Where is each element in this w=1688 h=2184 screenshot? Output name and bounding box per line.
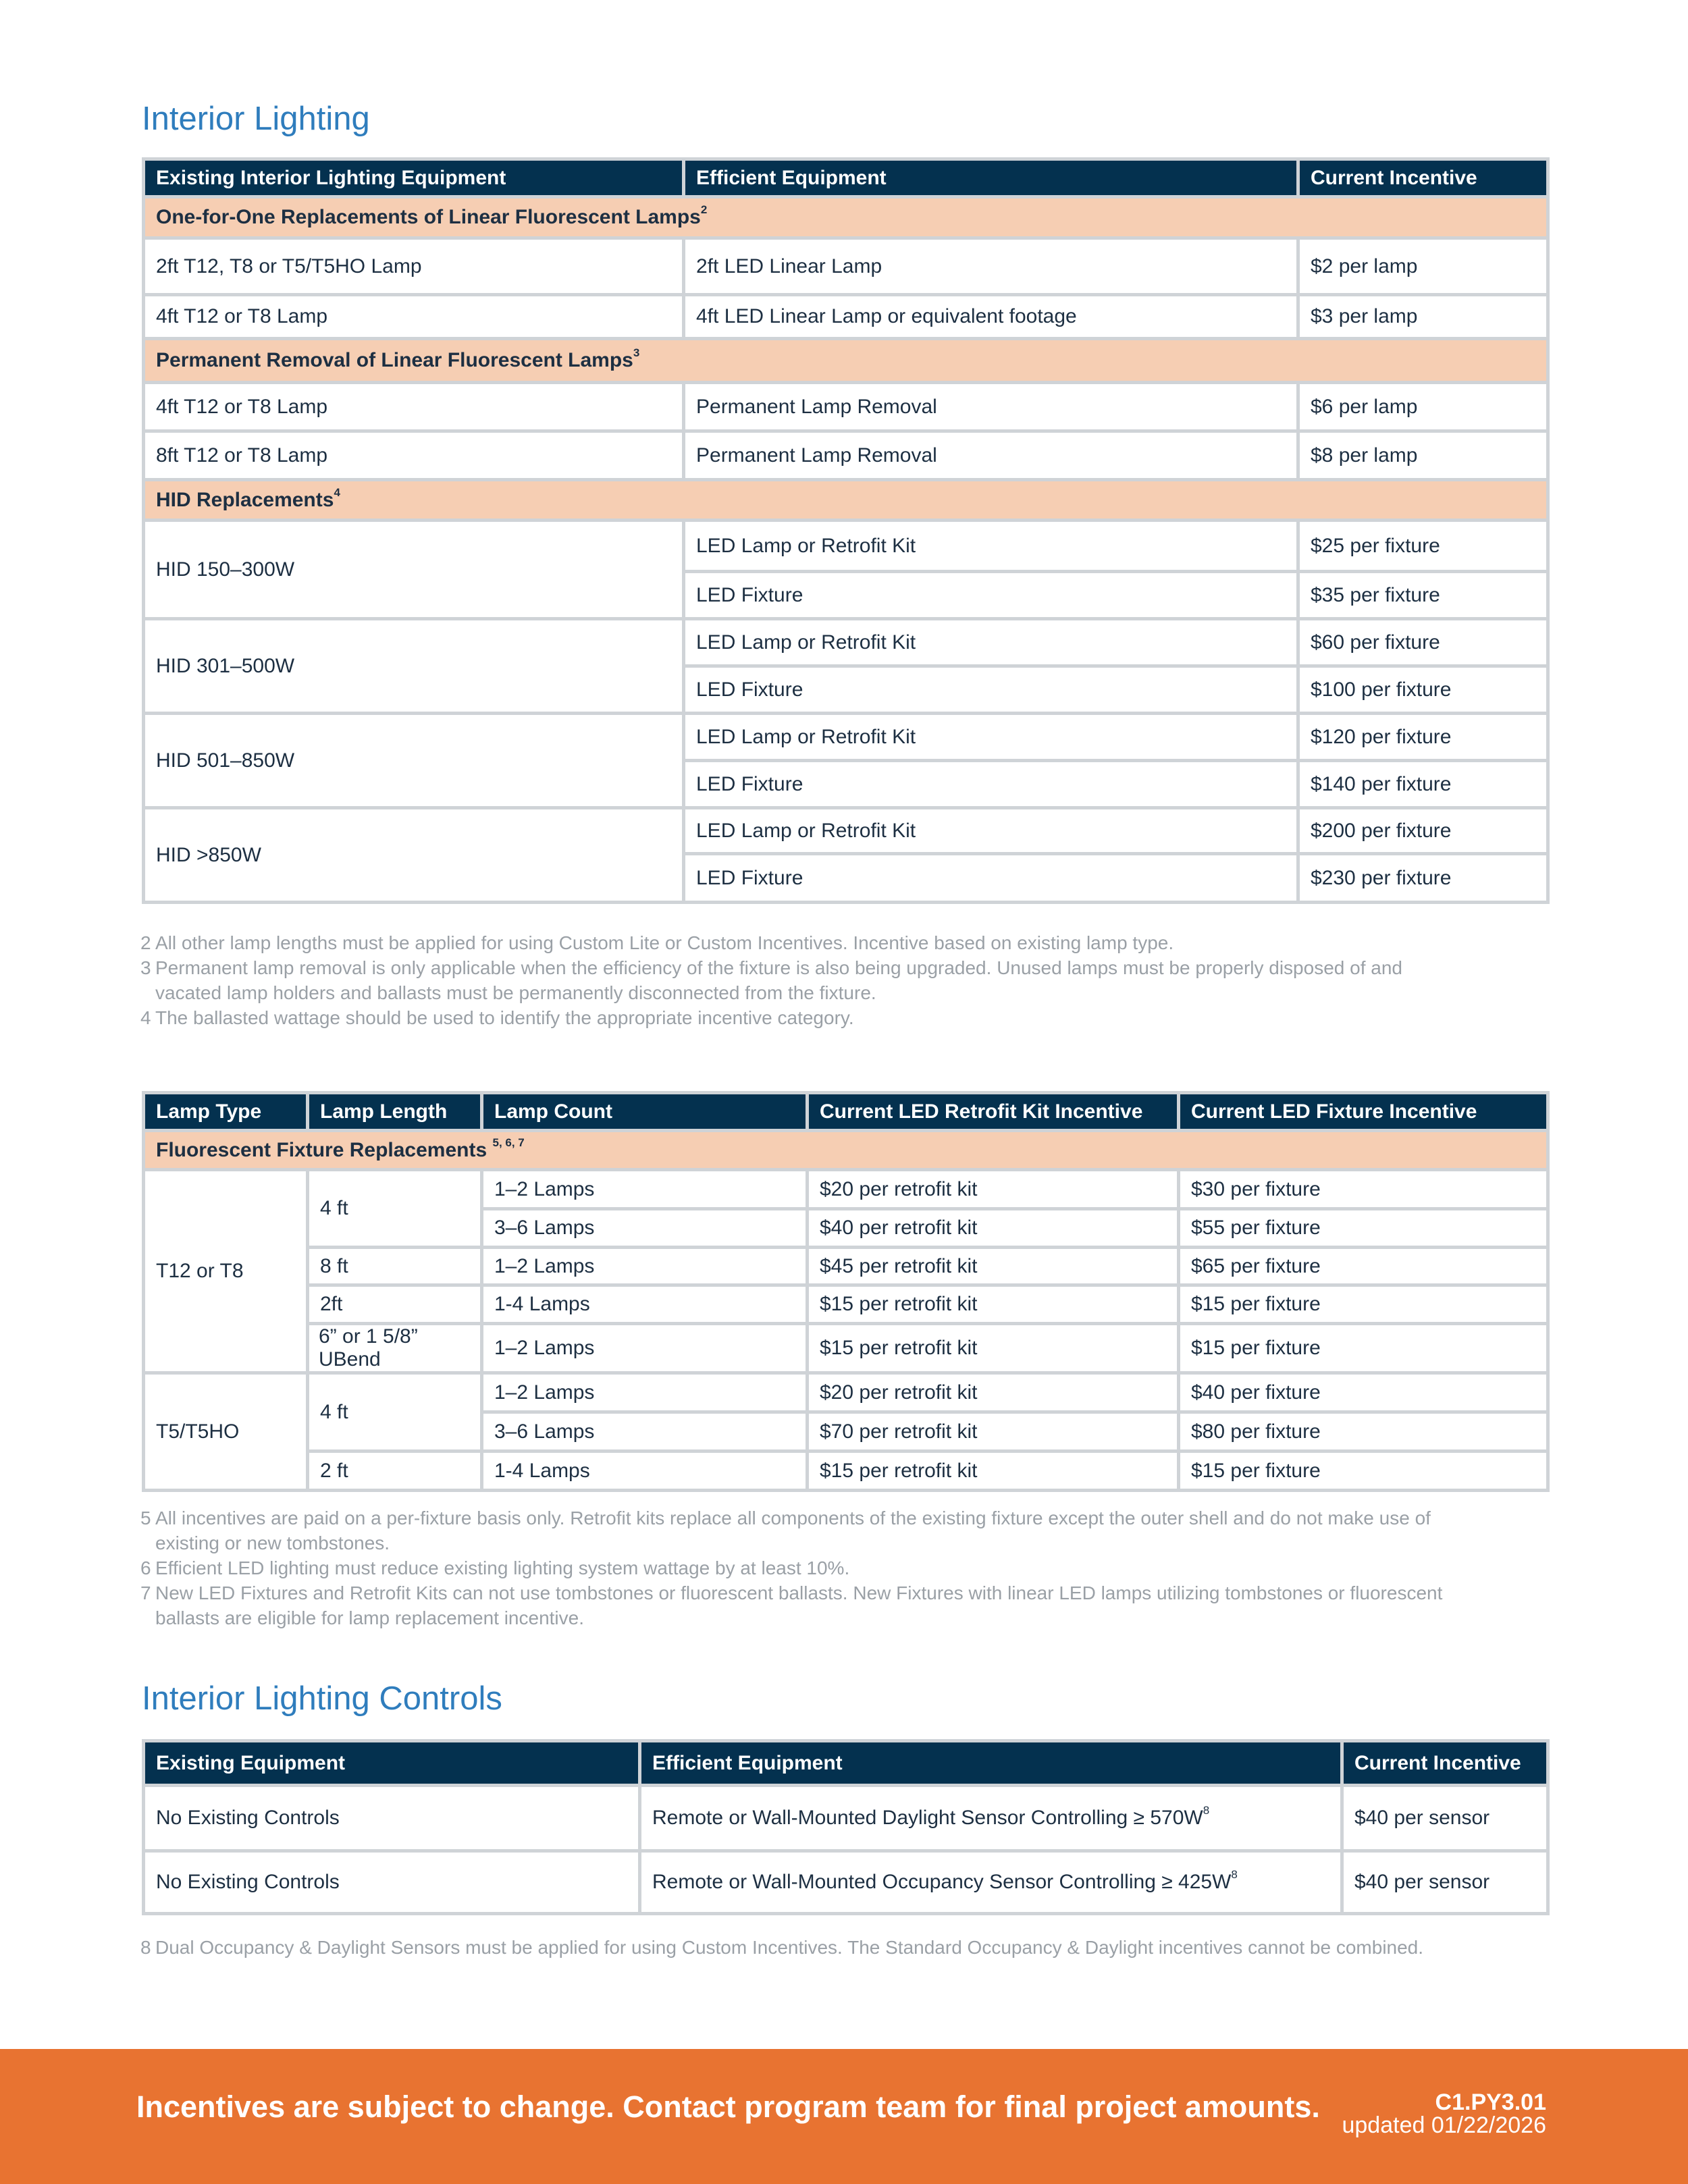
cell-fixture-incentive: $15 per fixture [1179,1324,1548,1373]
cell-retrofit-incentive: $15 per retrofit kit [808,1451,1179,1491]
footnote: 6 Efficient LED lighting must reduce existing lighting system wattage by at least 10%. [140,1557,850,1578]
group-permanent-removal: Permanent Removal of Linear Fluorescent Lamps$^3$ [144,339,1548,383]
cell-incentive: $2 per lamp [1298,238,1548,295]
cell-efficient: Permanent Lamp Removal [684,383,1298,431]
cell-incentive: $200 per fixture [1298,808,1548,854]
cell-lamp-length: 6” or 1 5/8” UBend [308,1324,482,1373]
cell-lamp-count: 1–2 Lamps [482,1170,808,1209]
table-row [144,295,1548,339]
cell-efficient: LED Lamp or Retrofit Kit [684,714,1298,761]
table-row [144,619,1548,666]
cell-fixture-incentive: $40 per fixture [1179,1373,1548,1412]
cell-existing: HID 501–850W [144,714,684,808]
section-title-controls: Interior Lighting Controls [142,1680,502,1717]
header-incentive: Current Incentive [1298,159,1548,197]
footnote: 3 Permanent lamp removal is only applicable when the efficiency of the fixture is also being upgraded. Unused lamps must be properly disposed of and vacated lamp holders and ballasts must be permanently disconnected from the fixture. [140,957,1402,1003]
cell-incentive: $40 per sensor [1342,1851,1548,1914]
group-fluorescent-fixture: Fluorescent Fixture Replacements $^{5, 6, 7}$ [144,1131,1548,1170]
cell-lamp-count: 1–2 Lamps [482,1248,808,1285]
cell-lamp-count: 1-4 Lamps [482,1451,808,1491]
footnote: 7 New LED Fixtures and Retrofit Kits can not use tombstones or fluorescent ballasts. New Fixtures with linear LED lamps utilizing tombstones or fluorescent ballasts are eligible for lamp replacement incentive. [140,1582,1443,1628]
header-existing: Existing Interior Lighting Equipment [144,159,684,197]
cell-existing: HID >850W [144,808,684,903]
table-row [144,1373,1548,1412]
table-row [144,383,1548,431]
cell-incentive: $35 per fixture [1298,572,1548,619]
cell-incentive: $120 per fixture [1298,714,1548,761]
cell-lamp-length: 4 ft [308,1170,482,1248]
cell-incentive: $3 per lamp [1298,295,1548,339]
cell-retrofit-incentive: $45 per retrofit kit [808,1248,1179,1285]
cell-existing: No Existing Controls [144,1851,640,1914]
page-title: Interior Lighting [142,101,370,137]
cell-lamp-length: 4 ft [308,1373,482,1451]
cell-lamp-count: 1-4 Lamps [482,1285,808,1324]
cell-incentive: $140 per fixture [1298,761,1548,808]
table-row [144,1451,1548,1491]
footnote: 4 The ballasted wattage should be used to identify the appropriate incentive category. [140,1007,854,1028]
cell-existing: 8ft T12 or T8 Lamp [144,431,684,480]
cell-retrofit-incentive: $20 per retrofit kit [808,1373,1179,1412]
header-incentive: Current Incentive [1342,1741,1548,1786]
header-existing: Existing Equipment [144,1741,640,1786]
cell-lamp-count: 3–6 Lamps [482,1209,808,1248]
cell-existing: 4ft T12 or T8 Lamp [144,295,684,339]
table-row [144,1851,1548,1914]
footer-banner [0,2049,1688,2184]
cell-lamp-length: 2ft [308,1285,482,1324]
cell-fixture-incentive: $80 per fixture [1179,1412,1548,1451]
header-efficient: Efficient Equipment [640,1741,1342,1786]
cell-fixture-incentive: $15 per fixture [1179,1451,1548,1491]
cell-lamp-length: 2 ft [308,1451,482,1491]
cell-fixture-incentive: $30 per fixture [1179,1170,1548,1209]
cell-retrofit-incentive: $15 per retrofit kit [808,1324,1179,1373]
cell-efficient: Remote or Wall-Mounted Occupancy Sensor Controlling ≥ $425W^8$ [640,1851,1342,1914]
cell-incentive: $100 per fixture [1298,666,1548,714]
cell-lamp-count: 1–2 Lamps [482,1373,808,1412]
header-lamp-type: Lamp Type [144,1093,308,1131]
cell-efficient: LED Lamp or Retrofit Kit [684,521,1298,572]
footer-message: Incentives are subject to change. Contact program team for final project amounts. [136,2089,1320,2124]
cell-efficient: LED Fixture [684,854,1298,903]
table-row [144,431,1548,480]
cell-efficient: LED Fixture [684,572,1298,619]
cell-lamp-type: T5/T5HO [144,1373,308,1491]
header-fixture-incentive: Current LED Fixture Incentive [1179,1093,1548,1131]
footnotes-1 [140,930,1464,1030]
updated-date: updated 01/22/2026 [1342,2112,1546,2138]
doc-code: C1.PY3.01 [1435,2089,1546,2115]
table-row [144,521,1548,572]
cell-efficient: LED Lamp or Retrofit Kit [684,808,1298,854]
header-efficient: Efficient Equipment [684,159,1298,197]
footnote: 5 All incentives are paid on a per-fixture basis only. Retrofit kits replace all components of the existing fixture except the outer shell and do not make use of existing or new tombstones. [140,1508,1431,1553]
cell-incentive: $25 per fixture [1298,521,1548,572]
cell-existing: 4ft T12 or T8 Lamp [144,383,684,431]
cell-retrofit-incentive: $40 per retrofit kit [808,1209,1179,1248]
cell-incentive: $230 per fixture [1298,854,1548,903]
group-hid: HID Replacements$^4$ [144,480,1548,521]
header-lamp-length: Lamp Length [308,1093,482,1131]
header-lamp-count: Lamp Count [482,1093,808,1131]
cell-retrofit-incentive: $70 per retrofit kit [808,1412,1179,1451]
table-row [144,1170,1548,1209]
table-row [144,1285,1548,1324]
cell-fixture-incentive: $15 per fixture [1179,1285,1548,1324]
document-code [1342,2091,1546,2137]
cell-existing: 2ft T12, T8 or T5/T5HO Lamp [144,238,684,295]
footnote: 8 Dual Occupancy & Daylight Sensors must be applied for using Custom Incentives. The Standard Occupancy & Daylight incentives cannot be combined. [140,1937,1424,1958]
cell-incentive: $40 per sensor [1342,1786,1548,1851]
cell-existing: HID 301–500W [144,619,684,714]
cell-incentive: $8 per lamp [1298,431,1548,480]
cell-efficient: Remote or Wall-Mounted Daylight Sensor Controlling ≥ $570W^8$ [640,1786,1342,1851]
cell-fixture-incentive: $55 per fixture [1179,1209,1548,1248]
table-row [144,238,1548,295]
group-one-for-one: One-for-One Replacements of Linear Fluorescent Lamps$^2$ [144,197,1548,238]
table-row [144,1324,1548,1373]
cell-efficient: Permanent Lamp Removal [684,431,1298,480]
cell-incentive: $60 per fixture [1298,619,1548,666]
table-row [144,1248,1548,1285]
cell-lamp-count: 3–6 Lamps [482,1412,808,1451]
footnote: 2 All other lamp lengths must be applied for using Custom Lite or Custom Incentives. Incentive based on existing lamp type. [140,932,1174,953]
cell-incentive: $6 per lamp [1298,383,1548,431]
interior-lighting-table [142,157,1550,904]
footnotes-3 [140,1935,1464,1960]
cell-efficient: 4ft LED Linear Lamp or equivalent footage [684,295,1298,339]
cell-lamp-count: 1–2 Lamps [482,1324,808,1373]
cell-fixture-incentive: $65 per fixture [1179,1248,1548,1285]
fluorescent-fixture-table [142,1091,1550,1492]
controls-table [142,1739,1550,1915]
cell-retrofit-incentive: $15 per retrofit kit [808,1285,1179,1324]
cell-lamp-length: 8 ft [308,1248,482,1285]
table-row [144,808,1548,854]
table-row [144,714,1548,761]
cell-existing: No Existing Controls [144,1786,640,1851]
table-row [144,1786,1548,1851]
cell-retrofit-incentive: $20 per retrofit kit [808,1170,1179,1209]
cell-efficient: 2ft LED Linear Lamp [684,238,1298,295]
cell-existing: HID 150–300W [144,521,684,619]
header-retrofit-incentive: Current LED Retrofit Kit Incentive [808,1093,1179,1131]
footnotes-2 [140,1506,1464,1630]
cell-efficient: LED Lamp or Retrofit Kit [684,619,1298,666]
cell-efficient: LED Fixture [684,761,1298,808]
cell-lamp-type: T12 or T8 [144,1170,308,1373]
cell-efficient: LED Fixture [684,666,1298,714]
